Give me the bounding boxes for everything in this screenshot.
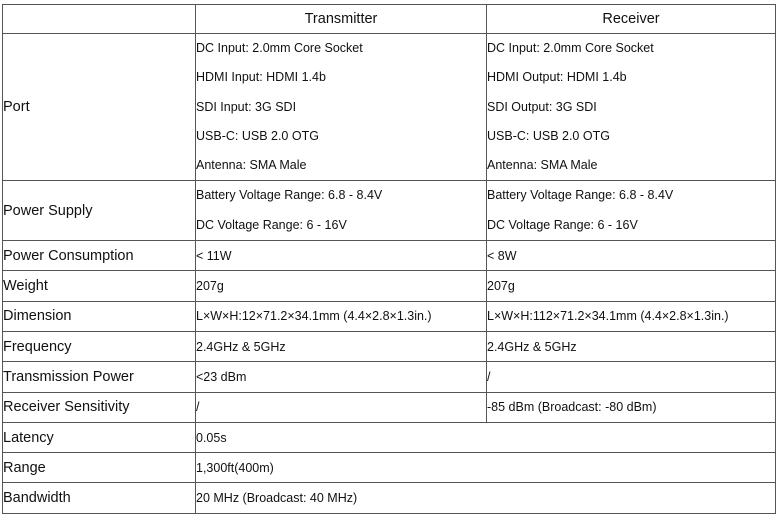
- cell-line: Antenna: SMA Male: [196, 158, 307, 173]
- header-row: [3, 5, 776, 34]
- row-label: Power Consumption: [3, 241, 196, 271]
- transmitter-cell: L×W×H:12×71.2×34.1mm (4.4×2.8×1.3in.): [196, 301, 487, 331]
- cell-line: Antenna: SMA Male: [487, 158, 598, 173]
- row-label: Latency: [3, 422, 196, 452]
- cell-line: SDI Output: 3G SDI: [487, 99, 597, 114]
- row-label: Bandwidth: [3, 483, 196, 513]
- cell-line: USB-C: USB 2.0 OTG: [196, 128, 319, 143]
- cell-line: SDI Input: 3G SDI: [196, 99, 297, 114]
- transmitter-cell: [196, 181, 487, 241]
- cell-line: Battery Voltage Range: 6.8 - 8.4V: [196, 188, 383, 203]
- row-label: Weight: [3, 271, 196, 301]
- table-row-range: [3, 453, 776, 483]
- table-row-dimension: [3, 301, 776, 331]
- cell-line: DC Voltage Range: 6 - 16V: [487, 217, 638, 232]
- row-label: Range: [3, 453, 196, 483]
- cell-line: DC Input: 2.0mm Core Socket: [487, 41, 654, 55]
- row-label: Port: [3, 34, 196, 181]
- transmitter-cell: [196, 34, 487, 181]
- receiver-cell: 207g: [487, 271, 776, 301]
- receiver-cell: [487, 34, 776, 181]
- row-label: Frequency: [3, 331, 196, 361]
- table-row-bandwidth: [3, 483, 776, 513]
- cell-line: HDMI Input: HDMI 1.4b: [196, 70, 326, 85]
- table-row-receiver-sensitivity: [3, 392, 776, 422]
- cell-line: Battery Voltage Range: 6.8 - 8.4V: [487, 188, 674, 203]
- row-label: Dimension: [3, 301, 196, 331]
- row-label: Receiver Sensitivity: [3, 392, 196, 422]
- header-transmitter: Transmitter: [196, 5, 487, 34]
- receiver-cell: [487, 181, 776, 241]
- table-row-port: [3, 34, 776, 181]
- cell-line: DC Voltage Range: 6 - 16V: [196, 217, 347, 232]
- transmitter-cell: 207g: [196, 271, 487, 301]
- spec-table: [2, 4, 776, 514]
- transmitter-cell: 2.4GHz & 5GHz: [196, 331, 487, 361]
- receiver-cell: -85 dBm (Broadcast: -80 dBm): [487, 392, 776, 422]
- transmitter-cell: < 11W: [196, 241, 487, 271]
- cell-line: HDMI Output: HDMI 1.4b: [487, 70, 627, 85]
- receiver-cell: 2.4GHz & 5GHz: [487, 331, 776, 361]
- receiver-cell: /: [487, 362, 776, 392]
- cell-line: USB-C: USB 2.0 OTG: [487, 128, 610, 143]
- shared-cell: 0.05s: [196, 422, 776, 452]
- shared-cell: 1,300ft(400m): [196, 453, 776, 483]
- table-row-weight: [3, 271, 776, 301]
- receiver-cell: L×W×H:112×71.2×34.1mm (4.4×2.8×1.3in.): [487, 301, 776, 331]
- row-label: Transmission Power: [3, 362, 196, 392]
- header-empty-cell: [3, 5, 196, 34]
- transmitter-cell: <23 dBm: [196, 362, 487, 392]
- receiver-cell: < 8W: [487, 241, 776, 271]
- table-row-frequency: [3, 331, 776, 361]
- header-receiver: Receiver: [487, 5, 776, 34]
- table-row-transmission-power: [3, 362, 776, 392]
- transmitter-cell: /: [196, 392, 487, 422]
- cell-line: DC Input: 2.0mm Core Socket: [196, 41, 363, 55]
- table-row-latency: [3, 422, 776, 452]
- table-row-power-consumption: [3, 241, 776, 271]
- table-row-power-supply: [3, 181, 776, 241]
- row-label: Power Supply: [3, 181, 196, 241]
- shared-cell: 20 MHz (Broadcast: 40 MHz): [196, 483, 776, 513]
